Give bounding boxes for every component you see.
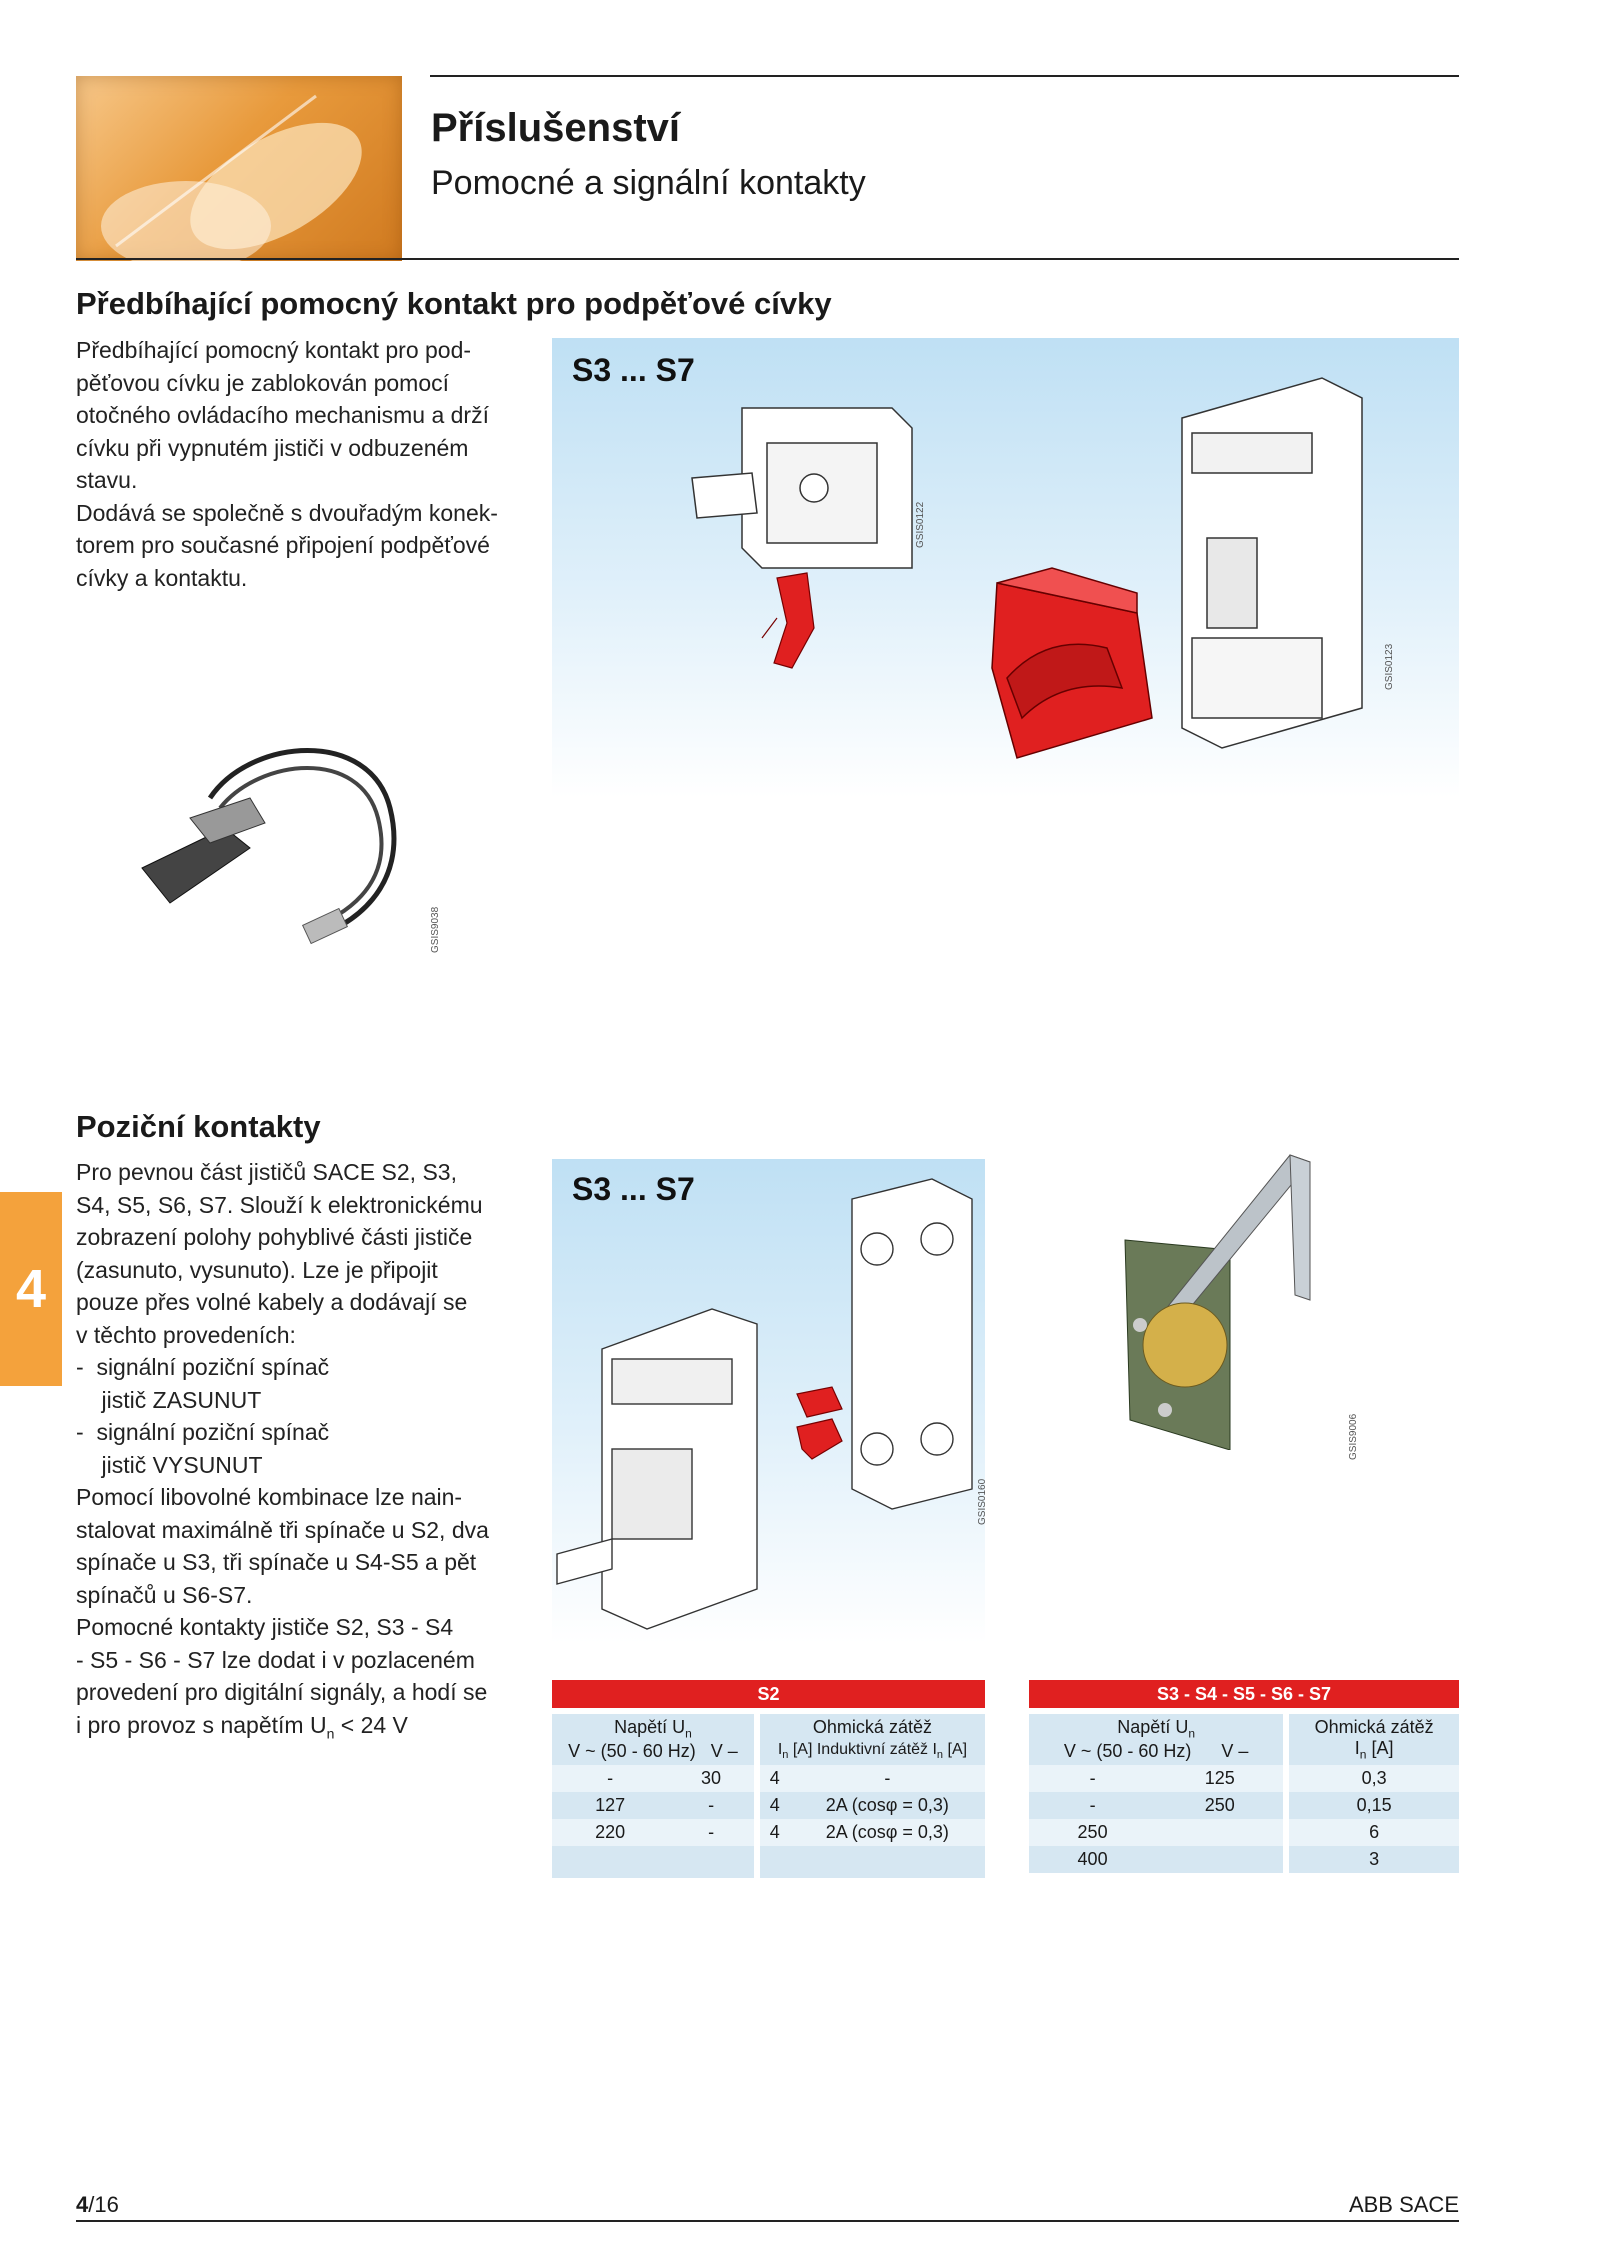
- table-cell: [668, 1846, 754, 1878]
- subscript: n: [685, 1726, 692, 1741]
- header-fragment: [A]: [1366, 1738, 1394, 1758]
- text-line: provedení pro digitální signály, a hodí se: [76, 1679, 488, 1705]
- text-line: S4, S5, S6, S7. Slouží k elektronickému: [76, 1191, 483, 1218]
- table-s3-s7: [1029, 1714, 1459, 1873]
- figure-code: GSIS0160: [977, 1478, 988, 1525]
- text-line: jistič VYSUNUT: [76, 1451, 263, 1478]
- page-number-bold: 4: [76, 2192, 89, 2217]
- header-fragment: I: [1354, 1738, 1360, 1758]
- text-line: jistič ZASUNUT: [76, 1386, 262, 1413]
- text-line: - S5 - S6 - S7 lze dodat i v pozlaceném: [76, 1646, 475, 1673]
- text-line: otočného ovládacího mechanismu a drží: [76, 402, 489, 428]
- subscript: n: [936, 1749, 944, 1762]
- table-cell: [552, 1846, 668, 1878]
- table-cell: 400: [1077, 1848, 1108, 1869]
- table-cell: -: [607, 1767, 614, 1788]
- section1-heading: Předbíhající pomocný kontakt pro podpěťové cívky: [76, 286, 832, 321]
- table-cell: 220: [595, 1821, 626, 1842]
- header-text: Ohmická zátěž: [812, 1717, 932, 1738]
- illustration-panel-2: [552, 1159, 988, 1644]
- table-cell: [1156, 1819, 1283, 1846]
- table-cell: 6: [1283, 1819, 1459, 1846]
- subscript: n: [326, 1725, 335, 1742]
- table-s2-title: S2: [552, 1680, 985, 1708]
- header-top-rule: [430, 75, 1459, 77]
- table-row: [1029, 1765, 1459, 1792]
- text-line: stalovat maximálně tři spínače u S2, dva: [76, 1516, 489, 1543]
- text-fragment: < 24 V: [334, 1711, 408, 1738]
- table-cell: 0,15: [1283, 1792, 1459, 1819]
- header-text: Ohmická zátěž: [1314, 1717, 1434, 1737]
- table-header: [552, 1714, 754, 1765]
- header-text: Napětí U: [1117, 1717, 1189, 1737]
- text-line: torem pro současné připojení podpěťové: [76, 532, 490, 558]
- cable-contact-illustration: [130, 738, 440, 958]
- text-line: cívky a kontaktu.: [76, 564, 248, 591]
- figure-code: GSIS9038: [430, 906, 441, 953]
- header-fragment: I: [777, 1741, 783, 1759]
- figure-code: GSIS9006: [1348, 1413, 1359, 1460]
- table-cell: [790, 1846, 985, 1878]
- text-line: zobrazení polohy pohyblivé části jističe: [76, 1224, 473, 1250]
- text-line: stavu.: [76, 467, 138, 493]
- table-cell: 3: [1283, 1846, 1459, 1873]
- table-row: [552, 1846, 985, 1878]
- text-line: Pomocné kontakty jističe S2, S3 - S4: [76, 1614, 454, 1640]
- page-subtitle: Pomocné a signální kontakty: [431, 164, 866, 202]
- text-line: cívku při vypnutém jističi v odbuzeném: [76, 434, 469, 461]
- text-line: - signální poziční spínač: [76, 1419, 330, 1445]
- header-text: [777, 1741, 968, 1762]
- footer-rule: [76, 2220, 1459, 2222]
- text-fragment: i pro provoz s napětím U: [76, 1711, 327, 1738]
- table-cell: 127: [595, 1794, 626, 1815]
- contact-photo: [130, 738, 440, 958]
- header-text: V ~ (50 - 60 Hz) V –: [1063, 1740, 1249, 1761]
- page-title: Příslušenství: [431, 106, 681, 150]
- table-row: [1029, 1792, 1459, 1819]
- text-line: pěťovou cívku je zablokován pomocí: [76, 369, 450, 396]
- rugby-ball-graphic: [76, 76, 402, 261]
- table-s2: [552, 1714, 985, 1878]
- panel-label: S3 ... S7: [572, 352, 695, 388]
- table-row: [552, 1765, 985, 1792]
- panel-label: S3 ... S7: [572, 1171, 695, 1207]
- table-cell: 30: [701, 1767, 722, 1788]
- position-contact-photo: [1120, 1150, 1380, 1460]
- table-row: [552, 1792, 985, 1819]
- table-cell: 0,3: [1283, 1765, 1459, 1792]
- table-cell: 125: [1204, 1767, 1235, 1788]
- subscript: n: [782, 1749, 789, 1762]
- text-line: - signální poziční spínač: [76, 1354, 330, 1380]
- table-header: [754, 1714, 985, 1765]
- chapter-tab: 4: [0, 1192, 62, 1386]
- table-cell: 2A (cosφ = 0,3): [825, 1794, 949, 1815]
- table-cell: 250: [1077, 1821, 1108, 1842]
- table-cell: 2A (cosφ = 0,3): [825, 1821, 949, 1842]
- breaker-illustration: [552, 338, 1459, 798]
- subscript: n: [1188, 1726, 1196, 1741]
- section2-heading: Poziční kontakty: [76, 1109, 321, 1144]
- header-text: V ~ (50 - 60 Hz) V –: [568, 1740, 738, 1761]
- table-row: [552, 1819, 985, 1846]
- table-cell: 4: [754, 1819, 790, 1846]
- header-bottom-rule: [76, 258, 1459, 260]
- header-fragment: [A]: [943, 1741, 968, 1759]
- illustration-panel-1: [552, 338, 1459, 798]
- brand-name: ABB SACE: [1348, 2192, 1459, 2217]
- page-number-rest: /16: [88, 2192, 119, 2217]
- text-line: [76, 1709, 513, 1750]
- table-cell: 250: [1204, 1794, 1235, 1815]
- text-line: v těchto provedeních:: [76, 1321, 296, 1348]
- text-line: Dodává se společně s dvouřadým konek-: [76, 499, 498, 526]
- section1-text: [76, 334, 513, 594]
- header-text: [1354, 1738, 1394, 1762]
- header-text: Napětí U: [614, 1717, 686, 1737]
- text-line: Pro pevnou část jističů SACE S2, S3,: [76, 1159, 457, 1185]
- switch-photo-illustration: [1120, 1150, 1380, 1450]
- table-row: [1029, 1819, 1459, 1846]
- table-s3-title: S3 - S4 - S5 - S6 - S7: [1029, 1680, 1459, 1708]
- table-cell: [754, 1846, 790, 1878]
- position-contacts-illustration: [552, 1159, 985, 1644]
- text-line: (zasunuto, vysunuto). Lze je připojit: [76, 1256, 438, 1283]
- text-line: spínače u S3, tři spínače u S4-S5 a pět: [76, 1549, 477, 1575]
- table-header: [1283, 1714, 1459, 1765]
- table-row: [1029, 1846, 1459, 1873]
- figure-code: GSIS0122: [915, 501, 926, 548]
- text-line: Předbíhající pomocný kontakt pro pod-: [76, 337, 472, 363]
- table-cell: -: [708, 1821, 715, 1842]
- table-cell: [1156, 1846, 1283, 1873]
- table-cell: -: [884, 1767, 891, 1788]
- text-line: pouze přes volné kabely a dodávají se: [76, 1289, 468, 1315]
- table-cell: -: [1089, 1767, 1096, 1788]
- table-cell: 4: [754, 1765, 790, 1792]
- header-image: [76, 76, 402, 261]
- header-fragment: [A] Induktivní zátěž I: [788, 1741, 937, 1759]
- text-line: Pomocí libovolné kombinace lze nain-: [76, 1484, 463, 1510]
- table-header: [1029, 1714, 1283, 1765]
- table-cell: -: [1089, 1794, 1096, 1815]
- figure-code: GSIS0123: [1384, 643, 1395, 690]
- text-line: spínačů u S6-S7.: [76, 1581, 253, 1608]
- section2-text: [76, 1156, 513, 1750]
- table-cell: -: [708, 1794, 715, 1815]
- subscript: n: [1359, 1747, 1367, 1762]
- page-number: [76, 2192, 119, 2218]
- table-cell: 4: [754, 1792, 790, 1819]
